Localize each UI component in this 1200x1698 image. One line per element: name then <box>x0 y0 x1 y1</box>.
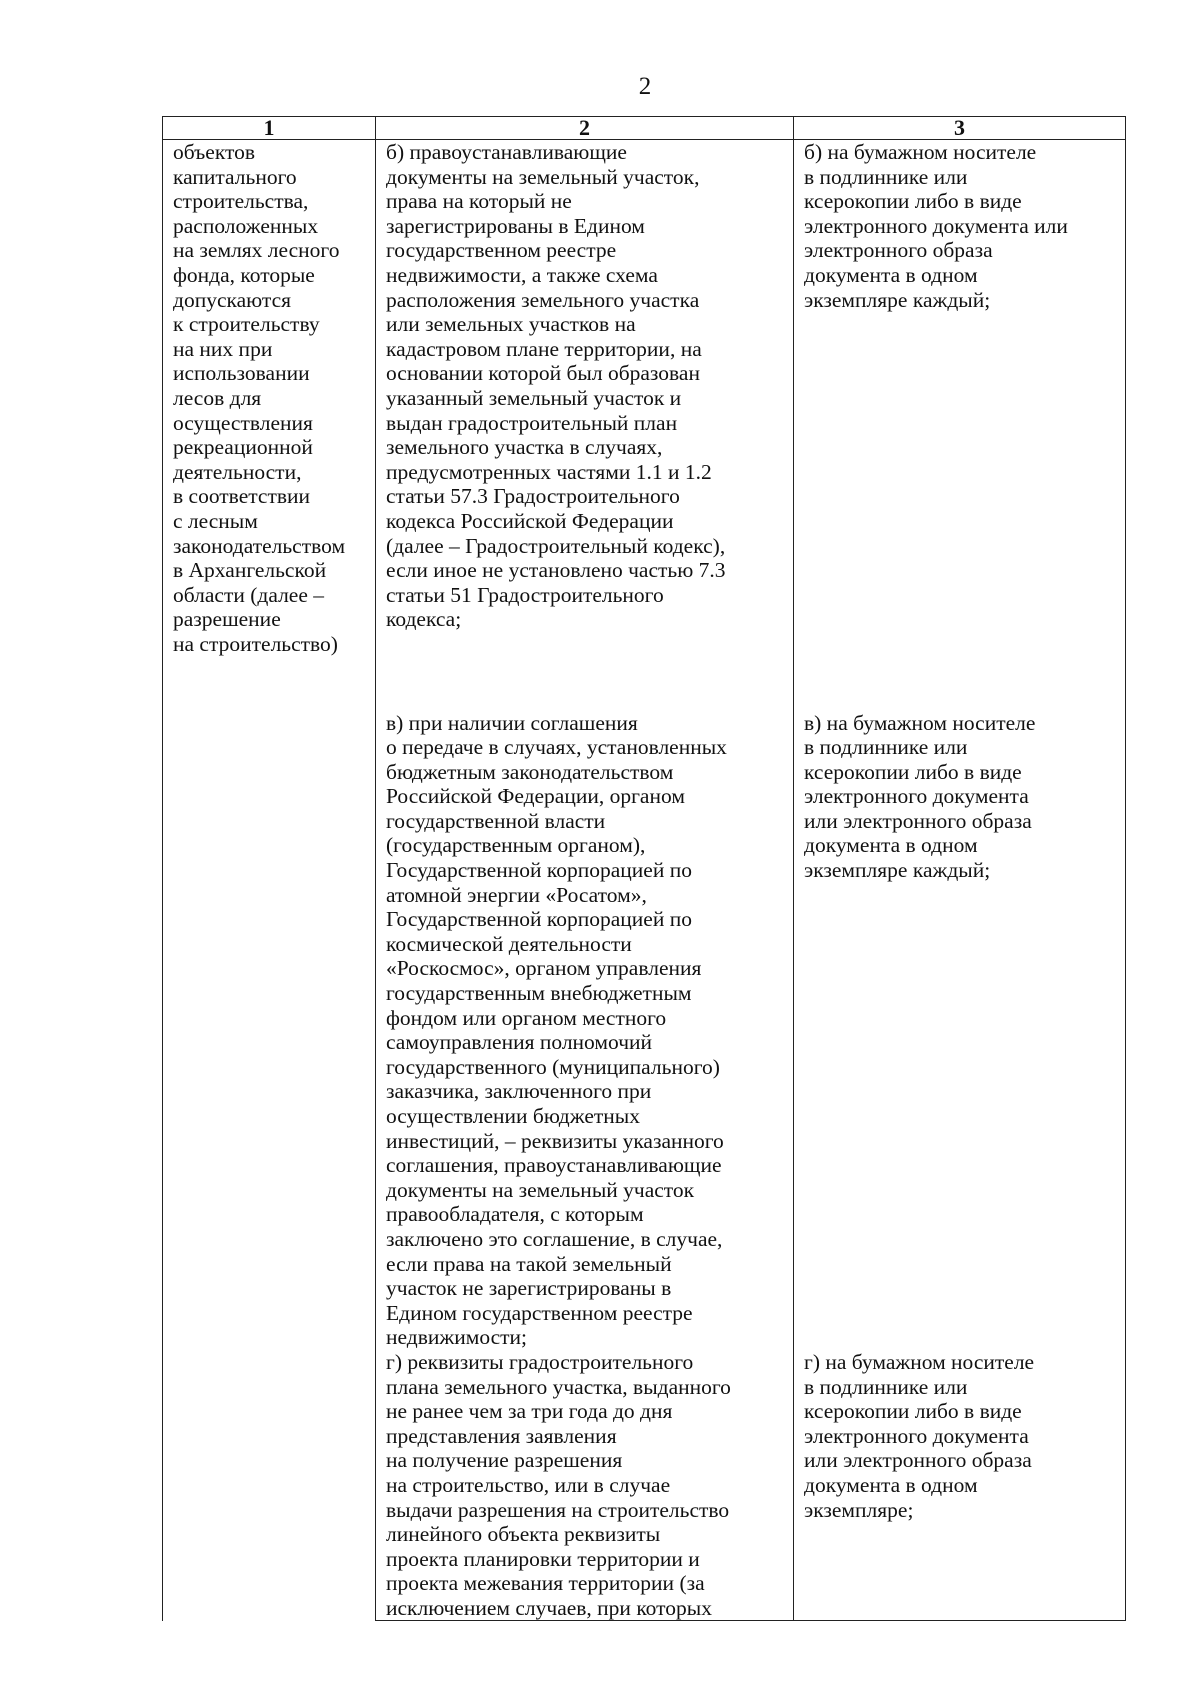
document-cell: г) реквизиты градостроительного плана земельного участка, выданного не ранее чем за три года до дня представления заявления на получение разрешения на строительство, или в случае выдачи разрешения на строительство линейного объекта реквизиты проекта планировки территории и проекта межевания территории (за исключением случаев, при которых <box>376 1350 794 1621</box>
column-header-2: 2 <box>376 117 794 140</box>
form-cell: в) на бумажном носителе в подлиннике или ксерокопии либо в виде электронного документа или электронного образа документа в одном экземпляре каждый; <box>794 711 1126 1350</box>
requirements-table <box>162 116 1126 1621</box>
column-header-1: 1 <box>163 117 376 140</box>
document-cell: в) при наличии соглашения о передаче в случаях, установленных бюджетным законодательством Российской Федерации, органом государственной власти (государственным органом), Государственной корпорацией по атомной энергии «Росатом», Государственной корпорацией по космической деятельности «Роскосмос», органом управления государственным внебюджетным фондом или органом местного самоуправления полномочий государственного (муниципального) заказчика, заключенного при осуществлении бюджетных инвестиций, – реквизиты указанного соглашения, правоустанавливающие документы на земельный участок правообладателя, с которым заключено это соглашение, в случае, если права на такой земельный участок не зарегистрированы в Едином государственном реестре недвижимости; <box>376 711 794 1350</box>
table-header-row <box>163 117 1126 140</box>
page-number: 2 <box>638 73 652 100</box>
form-cell: б) на бумажном носителе в подлиннике или ксерокопии либо в виде электронного документа или электронного образа документа в одном экземпляре каждый; <box>794 140 1126 711</box>
subject-cell: объектов капитального строительства, расположенных на землях лесного фонда, которые допускаются к строительству на них при использовании лесов для осуществления рекреационной деятельности, в соответствии с лесным законодательством в Архангельской области (далее – разрешение на строительство) <box>163 140 376 1621</box>
form-cell: г) на бумажном носителе в подлиннике или ксерокопии либо в виде электронного документа или электронного образа документа в одном экземпляре; <box>794 1350 1126 1621</box>
table-row <box>163 140 1126 711</box>
document-cell: б) правоустанавливающие документы на земельный участок, права на который не зарегистрированы в Едином государственном реестре недвижимости, а также схема расположения земельного участка или земельных участков на кадастровом плане территории, на основании которой был образован указанный земельный участок и выдан градостроительный план земельного участка в случаях, предусмотренных частями 1.1 и 1.2 статьи 57.3 Градостроительного кодекса Российской Федерации (далее – Градостроительный кодекс), если иное не установлено частью 7.3 статьи 51 Градостроительного кодекса; <box>376 140 794 711</box>
column-header-3: 3 <box>794 117 1126 140</box>
